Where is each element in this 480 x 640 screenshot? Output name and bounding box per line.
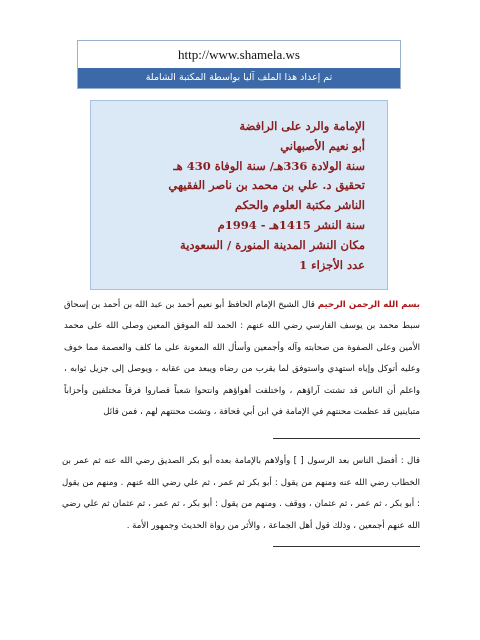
author-dates: سنة الولادة 336هـ/ سنة الوفاة 430 هـ [173,158,365,173]
paragraph-2-text: قال : أفضل الناس بعد الرسول [ ] وأولاهم بالإمامة بعده أبو بكر الصديق رضي الله عنه ثم عمر بن الخطاب رضي الله عنه ومنهم من يقول : أبو بكر ثم عمر ، ثم علي رضي الله عنهم . ومنهم من يقول : أبو بكر ، ثم عمر ، ثم عثمان ، ووقف . ومنهم من يقول : أبو بكر ، ثم عمر ، ثم عثمان ثم علي رضي الله عنهم أجمعين ، وذلك قول أهل الجماعة ، والأثر من رواة الحديث وجمهور الأمة . [62,456,420,531]
book-title: الإمامة والرد على الرافضة [239,119,365,133]
book-info-box [90,100,388,290]
body-paragraph-2 [62,451,420,537]
volume-count: عدد الأجزاء 1 [299,257,365,272]
body-paragraph-1 [64,295,420,423]
basmala: بسم الله الرحمن الرحيم [317,300,421,310]
source-url-link[interactable]: http://www.shamela.ws [78,41,400,68]
divider-1 [273,438,420,439]
source-header [77,40,401,89]
paragraph-1-text: قال الشيخ الإمام الحافظ أبو نعيم أحمد بن عبد الله بن أحمد بن إسحاق سبط محمد بن يوسف الفارسي رضي الله عنهم : الحمد لله الموفق المعين وصلى الله على محمد الأمين وعلى الصفوة من صحابته وآله وأجمعين وأسأل الله المعونة على ما كلف والعصمة مما خوف وعليه أتوكل وإياه استهدي واستوفق لما يقرب من رضاه ويبعد من عقابه ، ويوصل إلى جزيل ثوابه ، واعلم أن الناس قد تشتت آراؤهم ، واختلفت أهواؤهم وانتحوا شعباً قصاروا فرقاً مختلفين وأحزاباً متباينين قد عظمت محنتهم في الإمامة في ابن أبي قحافة ، وتشت محنتهم لهم ، فمن قائل [64,300,420,418]
auto-generated-note: تم إعداد هذا الملف آليا بواسطة المكتبة الشاملة [78,68,400,88]
publication-year: سنة النشر 1415هـ - 1994م [217,217,365,232]
book-editor: تحقيق د. علي بن محمد بن ناصر الفقيهي [168,178,365,193]
publication-place: مكان النشر المدينة المنورة / السعودية [180,237,365,252]
book-author: أبو نعيم الأصبهاني [280,138,365,153]
divider-2 [273,546,420,547]
book-publisher: الناشر مكتبة العلوم والحكم [234,198,365,213]
